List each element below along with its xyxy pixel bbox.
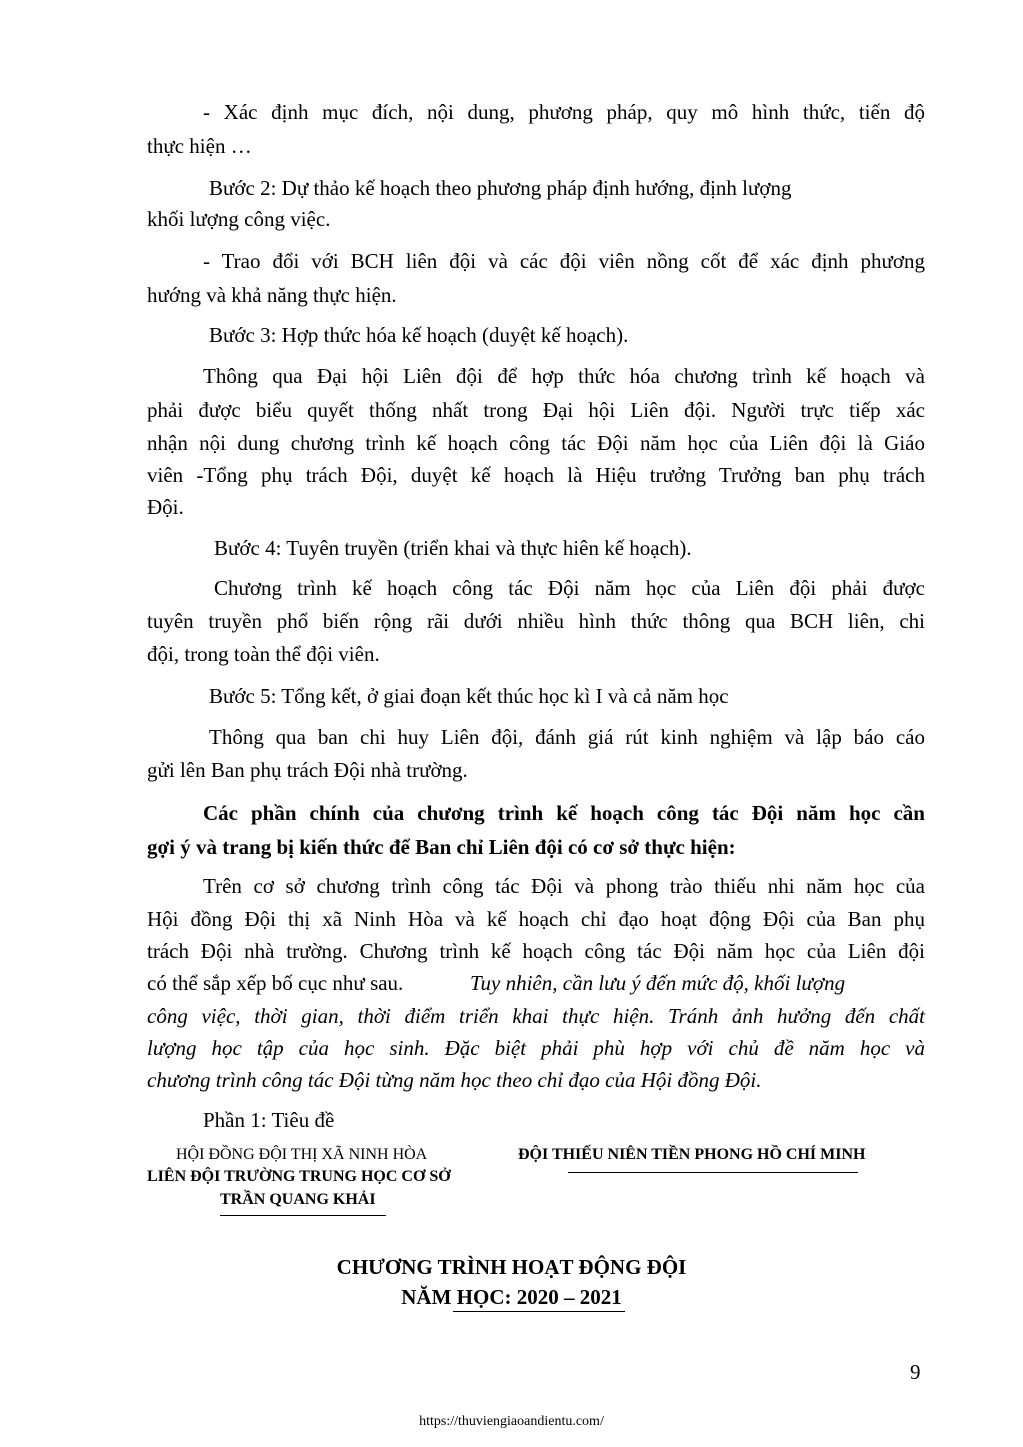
paragraph-line: Chương trình kế hoạch công tác Đội năm học của Liên đội phải được (214, 576, 925, 600)
step-2-line: Bước 2: Dự thảo kế hoạch theo phương pháp định hướng, định lượng (209, 176, 792, 200)
divider (453, 1311, 625, 1312)
section-heading: gợi ý và trang bị kiến thức để Ban chỉ Liên đội có cơ sở thực hiện: (147, 835, 736, 859)
paragraph-line: phải được biểu quyết thống nhất trong Đại hội Liên đội. Người trực tiếp xác (147, 398, 925, 422)
paragraph-line: viên -Tổng phụ trách Đội, duyệt kế hoạch là Hiệu trưởng Trưởng ban phụ trách (147, 463, 925, 487)
paragraph-line: - Xác định mục đích, nội dung, phương pháp, quy mô hình thức, tiến độ (203, 100, 925, 124)
org-name-right: ĐỘI THIẾU NIÊN TIỀN PHONG HỒ CHÍ MINH (518, 1146, 866, 1163)
paragraph-line: Thông qua ban chi huy Liên đội, đánh giá rút kinh nghiệm và lập báo cáo (209, 725, 925, 749)
italic-note: công việc, thời gian, thời điểm triển khai thực hiện. Tránh ảnh hưởng đến chất (147, 1004, 925, 1028)
italic-note: chương trình công tác Đội từng năm học theo chỉ đạo của Hội đồng Đội. (147, 1068, 762, 1092)
document-title: CHƯƠNG TRÌNH HOẠT ĐỘNG ĐỘI (336, 1255, 687, 1279)
org-name-left: HỘI ĐỒNG ĐỘI THỊ XÃ NINH HÒA (176, 1146, 428, 1163)
footer-url[interactable]: https://thuviengiaoandientu.com/ (419, 1414, 604, 1429)
step-4-line: Bước 4: Tuyên truyền (triển khai và thực hiên kế hoạch). (214, 536, 692, 560)
paragraph-line: Hội đồng Đội thị xã Ninh Hòa và kế hoạch chỉ đạo hoạt động Đội của Ban phụ (147, 907, 925, 931)
italic-note: Tuy nhiên, cần lưu ý đến mức độ, khối lượng (470, 971, 846, 995)
divider (220, 1215, 386, 1216)
paragraph-line: tuyên truyền phổ biến rộng rãi dưới nhiều hình thức thông qua BCH liên, chi (147, 609, 925, 633)
paragraph-line: hướng và khả năng thực hiện. (147, 283, 397, 307)
paragraph-line: nhận nội dung chương trình kế hoạch công tác Đội năm học của Liên đội là Giáo (147, 431, 925, 455)
paragraph-line: Trên cơ sở chương trình công tác Đội và phong trào thiếu nhi năm học của (203, 874, 925, 898)
paragraph-line: Đội. (147, 495, 184, 519)
paragraph-line: Thông qua Đại hội Liên đội để hợp thức hóa chương trình kế hoạch và (203, 364, 925, 388)
step-3-line: Bước 3: Hợp thức hóa kế hoạch (duyệt kế hoạch). (209, 323, 629, 347)
paragraph-line: thực hiện … (147, 134, 252, 158)
part-1-label: Phần 1: Tiêu đề (203, 1108, 335, 1132)
paragraph-line: gửi lên Ban phụ trách Đội nhà trường. (147, 758, 468, 782)
italic-note: lượng học tập của học sinh. Đặc biệt phải phù hợp với chủ đề năm học và (147, 1036, 925, 1060)
paragraph-line: đội, trong toàn thể đội viên. (147, 642, 380, 666)
paragraph-line: khối lượng công việc. (147, 207, 331, 231)
step-5-line: Bước 5: Tổng kết, ở giai đoạn kết thúc học kì I và cả năm học (209, 684, 729, 708)
org-name-left: TRẦN QUANG KHẢI (220, 1191, 376, 1208)
paragraph-line: - Trao đổi với BCH liên đội và các đội viên nồng cốt để xác định phương (203, 249, 925, 273)
paragraph-line: trách Đội nhà trường. Chương trình kế hoạch công tác Đội năm học của Liên đội (147, 939, 925, 963)
section-heading: Các phần chính của chương trình kế hoạch công tác Đội năm học cần (203, 801, 925, 825)
paragraph-line: có thể sắp xếp bố cục như sau. (147, 971, 404, 995)
page-number: 9 (910, 1360, 921, 1384)
divider (568, 1172, 858, 1173)
document-subtitle: NĂM HỌC: 2020 – 2021 (401, 1285, 622, 1309)
org-name-left: LIÊN ĐỘI TRƯỜNG TRUNG HỌC CƠ SỞ (147, 1168, 451, 1185)
